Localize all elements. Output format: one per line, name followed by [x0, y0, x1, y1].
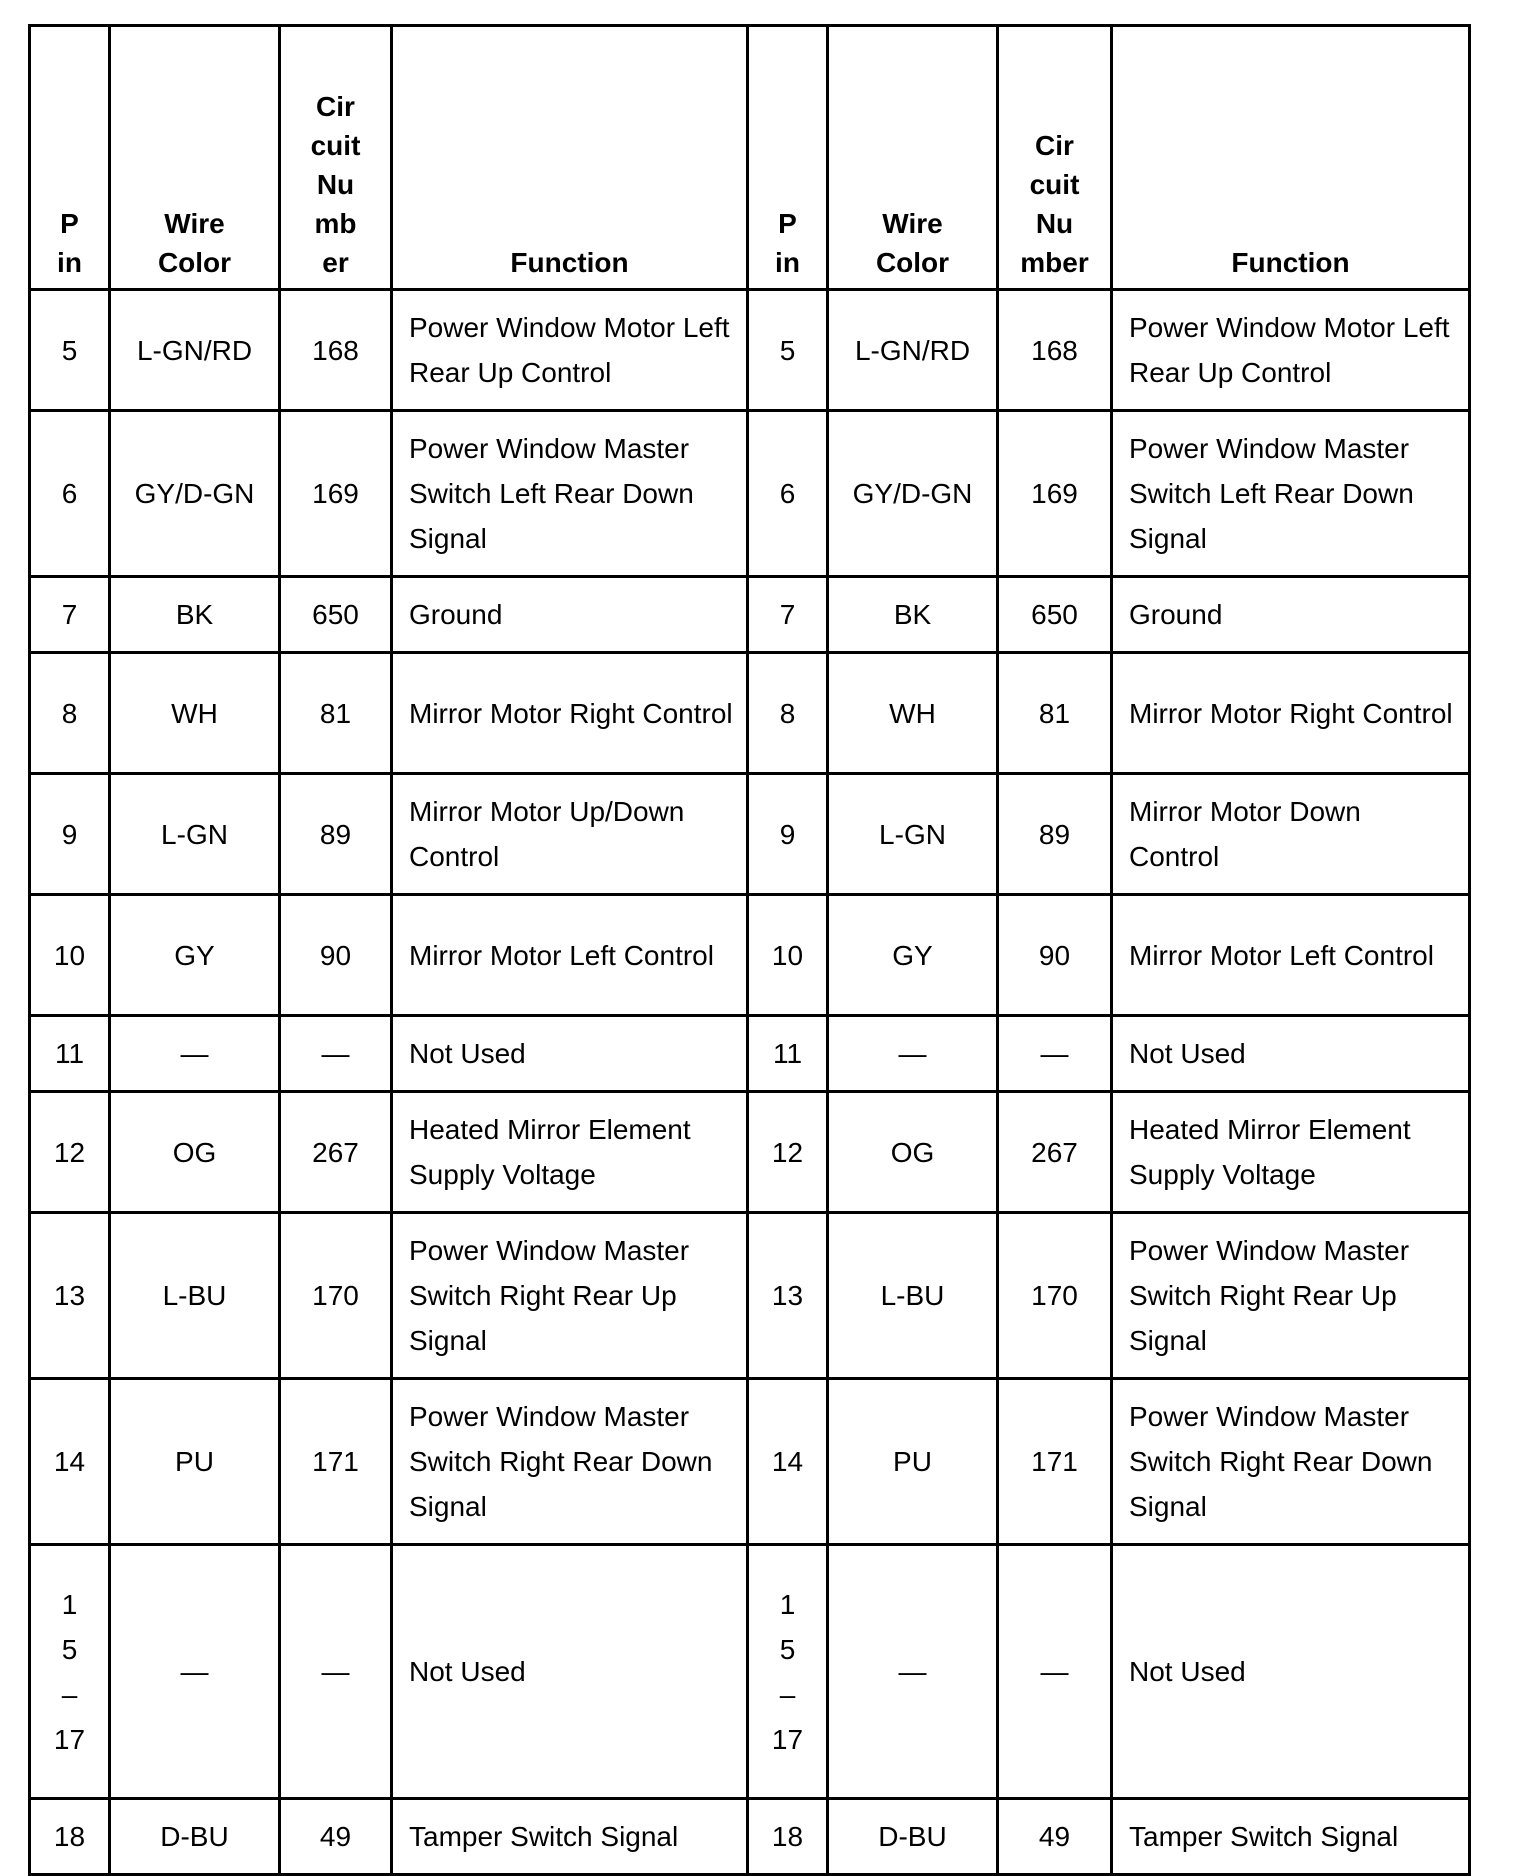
wire-color-cell-right: [828, 1016, 998, 1092]
function-cell-left: [392, 1799, 748, 1875]
function-cell-right: [1112, 1213, 1470, 1379]
circuit-number-cell-text: —: [321, 1656, 350, 1687]
wire-color-cell-left: [110, 290, 280, 411]
pin-cell-right: [748, 577, 828, 653]
pin-cell-left: [30, 653, 110, 774]
table-body: [30, 290, 1470, 1875]
wire-color-cell-right: [828, 1799, 998, 1875]
wire-color-cell-left: [110, 1379, 280, 1545]
circuit-number-cell-text: 89: [319, 818, 352, 850]
wire-color-cell-right: [828, 774, 998, 895]
pin-cell-left: [30, 1092, 110, 1213]
pin-cell-left: [30, 1213, 110, 1379]
circuit-number-cell-right: [998, 1545, 1112, 1799]
circuit-number-cell-right: [998, 411, 1112, 577]
function-cell-left: [392, 774, 748, 895]
pin-cell-right: [748, 411, 828, 577]
wire-color-cell-text: WH: [171, 697, 218, 729]
circuit-number-cell-right: [998, 1213, 1112, 1379]
circuit-number-cell-text: 169: [1031, 478, 1078, 509]
function-cell-right: [1112, 653, 1470, 774]
pin-cell-right: [748, 774, 828, 895]
circuit-number-cell-right: [998, 1799, 1112, 1875]
circuit-number-cell-right: [998, 895, 1112, 1016]
pin-cell-text: 10: [771, 939, 804, 971]
wire-color-cell-left: [110, 411, 280, 577]
circuit-number-cell-left: [280, 895, 392, 1016]
function-cell-text: Mirror Motor Right Control: [409, 697, 733, 729]
pin-cell-text: 14: [53, 1446, 86, 1477]
wire-color-cell-text: —: [180, 1038, 209, 1069]
function-cell-text: Mirror Motor Down Control: [1129, 796, 1361, 872]
table-row: [30, 1092, 1470, 1213]
function-cell-text: Power Window Master Switch Right Rear Down Signal: [409, 1401, 713, 1522]
table-row: [30, 577, 1470, 653]
function-cell-right: [1112, 411, 1470, 577]
table-row: [30, 774, 1470, 895]
table-row: [30, 1545, 1470, 1799]
table-row: [30, 653, 1470, 774]
pin-cell-text: 6: [61, 478, 78, 509]
pin-cell-text: 8: [779, 697, 796, 729]
pin-cell-text: 7: [779, 599, 796, 630]
pin-cell-left: [30, 1799, 110, 1875]
circuit-number-cell-text: 49: [1038, 1821, 1071, 1852]
function-cell-text: Not Used: [1129, 1038, 1246, 1069]
pin-cell-right: [748, 290, 828, 411]
wire-color-cell-text: —: [898, 1038, 927, 1069]
wire-color-cell-left: [110, 1092, 280, 1213]
wire-color-cell-right: [828, 1092, 998, 1213]
header-wire-color-left: Wire Color: [110, 26, 280, 290]
function-cell-right: [1112, 774, 1470, 895]
header-pin-right: P in: [748, 26, 828, 290]
circuit-number-cell-text: 169: [312, 478, 359, 509]
pin-cell-right: [748, 1379, 828, 1545]
function-cell-text: Power Window Master Switch Left Rear Down Signal: [409, 433, 694, 554]
wire-color-cell-text: GY: [892, 939, 933, 971]
function-cell-left: [392, 895, 748, 1016]
circuit-number-cell-text: 650: [1031, 599, 1078, 630]
circuit-number-cell-text: 89: [1038, 818, 1071, 850]
pin-cell-left: [30, 290, 110, 411]
function-cell-text: Mirror Motor Right Control: [1129, 697, 1453, 729]
wire-color-cell-right: [828, 895, 998, 1016]
wire-color-cell-text: BK: [175, 599, 214, 630]
circuit-number-cell-text: —: [1040, 1656, 1069, 1687]
function-cell-left: [392, 1213, 748, 1379]
function-cell-right: [1112, 1799, 1470, 1875]
pin-cell-left: [30, 895, 110, 1016]
wire-color-cell-left: [110, 1213, 280, 1379]
pin-cell-left: [30, 774, 110, 895]
pin-cell-text: 5: [779, 334, 796, 366]
wire-color-cell-left: [110, 774, 280, 895]
wire-color-cell-right: [828, 1379, 998, 1545]
function-cell-text: Mirror Motor Up/Down Control: [409, 796, 685, 872]
connector-pinout-table: [28, 24, 1471, 1876]
function-cell-text: Not Used: [1129, 1656, 1246, 1687]
pin-cell-right: [748, 653, 828, 774]
pin-cell-right: [748, 1799, 828, 1875]
function-cell-text: Ground: [1129, 599, 1223, 630]
header-function-left: Function: [392, 26, 748, 290]
wire-color-cell-text: PU: [175, 1446, 214, 1477]
circuit-number-cell-right: [998, 774, 1112, 895]
function-cell-right: [1112, 290, 1470, 411]
function-cell-text: Power Window Motor Left Rear Up Control: [409, 312, 730, 388]
circuit-number-cell-text: —: [321, 1038, 350, 1069]
circuit-number-cell-left: [280, 1213, 392, 1379]
circuit-number-cell-left: [280, 1379, 392, 1545]
circuit-number-cell-right: [998, 653, 1112, 774]
function-cell-text: Tamper Switch Signal: [409, 1821, 679, 1852]
table-row: [30, 411, 1470, 577]
pin-cell-text: 12: [53, 1136, 86, 1168]
function-cell-right: [1112, 1016, 1470, 1092]
wire-color-cell-left: [110, 895, 280, 1016]
function-cell-text: Power Window Master Switch Right Rear Down Signal: [1129, 1401, 1433, 1522]
circuit-number-cell-text: 171: [312, 1446, 359, 1477]
circuit-number-cell-left: [280, 411, 392, 577]
circuit-number-cell-text: 170: [312, 1280, 359, 1311]
table-row: [30, 895, 1470, 1016]
pin-cell-text: 13: [771, 1280, 804, 1311]
function-cell-right: [1112, 1545, 1470, 1799]
wire-color-cell-text: D-BU: [160, 1821, 229, 1852]
header-circuit-number-left: Cir cuit Nu mb er: [280, 26, 392, 290]
pin-cell-right: [748, 895, 828, 1016]
wire-color-cell-text: L-GN: [161, 818, 228, 850]
wire-color-cell-text: —: [898, 1656, 927, 1687]
function-cell-left: [392, 411, 748, 577]
function-cell-text: Heated Mirror Element Supply Voltage: [409, 1114, 691, 1190]
wire-color-cell-text: WH: [889, 697, 936, 729]
pin-cell-left: [30, 1545, 110, 1799]
pin-cell-right: [748, 1213, 828, 1379]
wire-color-cell-left: [110, 577, 280, 653]
wire-color-cell-text: D-BU: [878, 1821, 947, 1852]
wire-color-cell-text: L-GN/RD: [854, 334, 971, 366]
circuit-number-cell-text: 650: [312, 599, 359, 630]
header-wire-color-right: Wire Color: [828, 26, 998, 290]
pin-cell-left: [30, 1016, 110, 1092]
function-cell-text: Ground: [409, 599, 503, 630]
wire-color-cell-right: [828, 411, 998, 577]
wire-color-cell-left: [110, 1799, 280, 1875]
pin-cell-text: 18: [771, 1821, 804, 1852]
pin-cell-text: 9: [61, 818, 78, 850]
function-cell-right: [1112, 1379, 1470, 1545]
function-cell-text: Not Used: [409, 1038, 526, 1069]
pin-cell-text: 13: [53, 1280, 86, 1311]
header-circuit-number-right: Cir cuit Nu mber: [998, 26, 1112, 290]
pin-cell-text: 11: [54, 1038, 85, 1069]
function-cell-left: [392, 1092, 748, 1213]
wire-color-cell-text: GY/D-GN: [852, 478, 973, 509]
pin-cell-text: 10: [53, 939, 86, 971]
header-pin-left: P in: [30, 26, 110, 290]
wire-color-cell-right: [828, 290, 998, 411]
pin-cell-right: [748, 1092, 828, 1213]
pin-cell-text: 1 5 – 17: [53, 1588, 86, 1755]
circuit-number-cell-text: 49: [319, 1821, 352, 1852]
table-row: [30, 290, 1470, 411]
circuit-number-cell-right: [998, 1092, 1112, 1213]
pin-cell-text: 12: [771, 1136, 804, 1168]
function-cell-text: Tamper Switch Signal: [1129, 1821, 1399, 1852]
wire-color-cell-left: [110, 1545, 280, 1799]
wire-color-cell-text: PU: [893, 1446, 932, 1477]
function-cell-text: Heated Mirror Element Supply Voltage: [1129, 1114, 1411, 1190]
circuit-number-cell-right: [998, 1379, 1112, 1545]
pin-cell-text: 6: [779, 478, 796, 509]
circuit-number-cell-left: [280, 1545, 392, 1799]
wire-color-cell-text: OG: [890, 1136, 935, 1168]
wire-color-cell-text: L-GN: [879, 818, 946, 850]
circuit-number-cell-left: [280, 774, 392, 895]
circuit-number-cell-left: [280, 577, 392, 653]
pin-cell-left: [30, 411, 110, 577]
wire-color-cell-text: GY: [174, 939, 215, 971]
wire-color-cell-text: BK: [893, 599, 932, 630]
function-cell-text: Mirror Motor Left Control: [1129, 939, 1434, 971]
wire-color-cell-text: OG: [172, 1136, 217, 1168]
wire-color-cell-right: [828, 1213, 998, 1379]
table-row: [30, 1379, 1470, 1545]
circuit-number-cell-left: [280, 653, 392, 774]
circuit-number-cell-text: 168: [312, 334, 359, 366]
wire-color-cell-right: [828, 577, 998, 653]
pin-cell-text: 1 5 – 17: [771, 1588, 804, 1755]
circuit-number-cell-left: [280, 1016, 392, 1092]
circuit-number-cell-text: 171: [1031, 1446, 1078, 1477]
circuit-number-cell-text: 168: [1031, 334, 1078, 366]
pin-cell-text: 5: [61, 334, 78, 366]
pin-cell-left: [30, 577, 110, 653]
wire-color-cell-text: L-BU: [880, 1280, 945, 1311]
table-row: [30, 1016, 1470, 1092]
wire-color-cell-text: L-GN/RD: [136, 334, 253, 366]
function-cell-text: Power Window Master Switch Left Rear Down Signal: [1129, 433, 1414, 554]
function-cell-left: [392, 1016, 748, 1092]
circuit-number-cell-text: 267: [312, 1136, 359, 1168]
function-cell-right: [1112, 1092, 1470, 1213]
wire-color-cell-text: L-BU: [162, 1280, 227, 1311]
table-row: [30, 1799, 1470, 1875]
function-cell-left: [392, 577, 748, 653]
function-cell-right: [1112, 895, 1470, 1016]
wire-color-cell-text: GY/D-GN: [134, 478, 255, 509]
pin-cell-right: [748, 1545, 828, 1799]
function-cell-left: [392, 1379, 748, 1545]
pin-cell-text: 14: [771, 1446, 804, 1477]
circuit-number-cell-text: 90: [319, 939, 352, 971]
function-cell-text: Power Window Motor Left Rear Up Control: [1129, 312, 1450, 388]
function-cell-left: [392, 653, 748, 774]
circuit-number-cell-text: 90: [1038, 939, 1071, 971]
pin-cell-text: 11: [772, 1038, 803, 1069]
function-cell-text: Power Window Master Switch Right Rear Up Signal: [1129, 1235, 1410, 1356]
pin-cell-text: 7: [61, 599, 78, 630]
function-cell-text: Power Window Master Switch Right Rear Up Signal: [409, 1235, 690, 1356]
table-header-row: [30, 26, 1470, 290]
circuit-number-cell-text: 267: [1031, 1136, 1078, 1168]
circuit-number-cell-right: [998, 290, 1112, 411]
wire-color-cell-text: —: [180, 1656, 209, 1687]
circuit-number-cell-left: [280, 1799, 392, 1875]
pin-cell-text: 9: [779, 818, 796, 850]
function-cell-text: Mirror Motor Left Control: [409, 939, 714, 971]
wire-color-cell-right: [828, 653, 998, 774]
circuit-number-cell-text: —: [1040, 1038, 1069, 1069]
circuit-number-cell-right: [998, 577, 1112, 653]
pin-cell-right: [748, 1016, 828, 1092]
header-function-right: Function: [1112, 26, 1470, 290]
function-cell-text: Not Used: [409, 1656, 526, 1687]
table-row: [30, 1213, 1470, 1379]
circuit-number-cell-left: [280, 290, 392, 411]
wire-color-cell-left: [110, 1016, 280, 1092]
circuit-number-cell-right: [998, 1016, 1112, 1092]
wire-color-cell-left: [110, 653, 280, 774]
pin-cell-text: 8: [61, 697, 78, 729]
function-cell-left: [392, 290, 748, 411]
circuit-number-cell-left: [280, 1092, 392, 1213]
circuit-number-cell-text: 81: [319, 697, 352, 729]
function-cell-right: [1112, 577, 1470, 653]
circuit-number-cell-text: 81: [1038, 697, 1071, 729]
circuit-number-cell-text: 170: [1031, 1280, 1078, 1311]
wire-color-cell-right: [828, 1545, 998, 1799]
pin-cell-left: [30, 1379, 110, 1545]
pin-cell-text: 18: [53, 1821, 86, 1852]
function-cell-left: [392, 1545, 748, 1799]
